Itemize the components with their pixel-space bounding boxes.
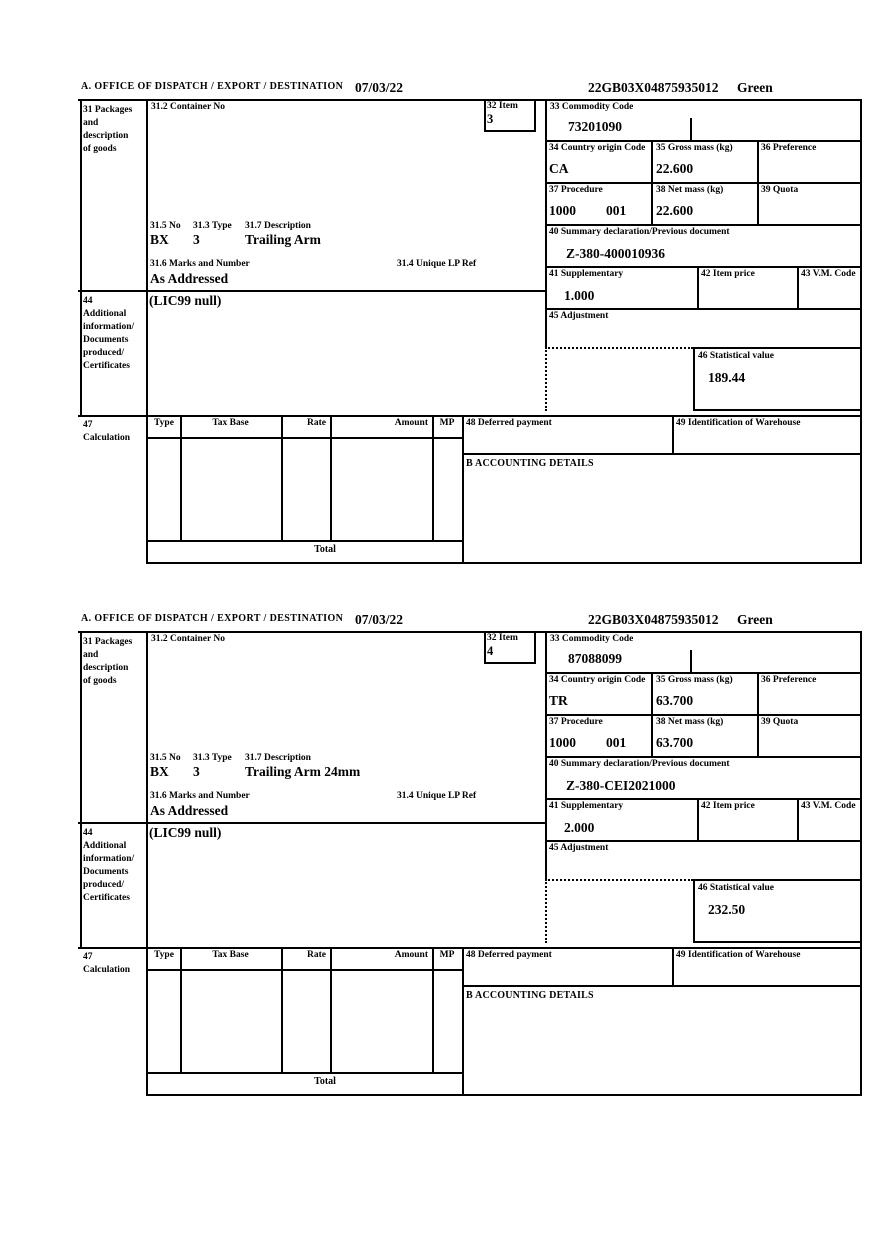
box32-right-line (534, 631, 536, 662)
calc-col-amount-header: Amount (394, 418, 428, 428)
procedure-ext-value: 001 (606, 203, 627, 218)
label-column-divider-line (146, 631, 148, 1096)
calc-header-bottom-line (148, 969, 462, 971)
movement-reference-number: 22GB03X04875935012 (588, 80, 719, 95)
supplementary-label: 41 Supplementary (549, 269, 624, 279)
routing-status: Green (737, 80, 773, 95)
statistical-value: 189.44 (708, 370, 746, 385)
container-no-label: 31.2 Container No (151, 102, 225, 112)
col35-36-divider-line (757, 672, 759, 756)
adjustment-label: 45 Adjustment (549, 843, 609, 853)
box40-bottom-line (545, 798, 862, 800)
warehouse-id-label: 49 Identification of Warehouse (676, 418, 801, 428)
procedure-value: 1000 (549, 203, 576, 218)
deferred-payment-label: 48 Deferred payment (466, 950, 552, 960)
calc-body-bottom-line (148, 1072, 462, 1074)
box44-additional-info-label: 44 Additional information/ Documents produced/ Certificates (83, 296, 135, 371)
calc-col-type-header: Type (154, 950, 174, 960)
statistical-value: 232.50 (708, 902, 746, 917)
row34-bottom-line (545, 714, 862, 716)
form-left-border-line (80, 631, 82, 947)
marks-number-value: As Addressed (150, 271, 229, 286)
calc-col-type-divider-line (180, 947, 182, 1072)
row37-bottom-line (545, 224, 862, 226)
gross-mass-label: 35 Gross mass (kg) (656, 143, 733, 153)
calc-col-amount-divider-line (432, 947, 434, 1072)
gross-mass-label: 35 Gross mass (kg) (656, 675, 733, 685)
box40-bottom-line (545, 266, 862, 268)
box33-bottom-line (545, 140, 862, 142)
additional-info-value: (LIC99 null) (149, 825, 222, 840)
form-right-border-line (860, 99, 862, 564)
calc-col-mp-header: MP (439, 418, 455, 428)
calc-total-label: Total (314, 544, 336, 555)
box32-right-line (534, 99, 536, 130)
calc-right-border-line (462, 947, 464, 1094)
calc-body-bottom-line (148, 540, 462, 542)
commodity-code-tick-line (690, 650, 692, 672)
box31-packages-label: 31 Packages and description of goods (83, 105, 133, 154)
deferred-payment-label: 48 Deferred payment (466, 418, 552, 428)
previous-document-value: Z-380-400010936 (566, 246, 665, 261)
marks-number-label: 31.6 Marks and Number (150, 259, 250, 269)
supplementary-value: 1.000 (564, 288, 595, 303)
box45-dotted-bottom-line (545, 879, 693, 881)
procedure-value: 1000 (549, 735, 576, 750)
commodity-code-value: 87088099 (568, 651, 622, 666)
quota-label: 39 Quota (761, 185, 799, 195)
package-no-value: BX (150, 764, 169, 779)
declaration-item-section-2 (78, 610, 864, 1102)
calc-col-taxbase-divider-line (281, 947, 283, 1072)
col34-35-divider-line (651, 140, 653, 224)
container-no-label: 31.2 Container No (151, 634, 225, 644)
procedure-ext-value: 001 (606, 735, 627, 750)
adjustment-label: 45 Adjustment (549, 311, 609, 321)
box32-left-line (484, 99, 486, 130)
accounting-details-label: B ACCOUNTING DETAILS (466, 990, 594, 1001)
accounting-details-label: B ACCOUNTING DETAILS (466, 458, 594, 469)
box46-left-line (693, 879, 695, 941)
col35-36-divider-line (757, 140, 759, 224)
goods-description-label: 31.7 Description (245, 753, 311, 763)
goods-description-value: Trailing Arm 24mm (245, 764, 361, 779)
right-column-left-border-line (545, 99, 547, 347)
commodity-code-label: 33 Commodity Code (550, 102, 634, 112)
row41-bottom-line (545, 840, 862, 842)
form-left-border-line (80, 99, 82, 415)
calc-header-bottom-line (148, 437, 462, 439)
box31-packages-label: 31 Packages and description of goods (83, 637, 133, 686)
col42-43-divider-line (797, 798, 799, 840)
box32-bottom-line (484, 130, 536, 132)
country-origin-label: 34 Country origin Code (549, 143, 646, 153)
box46-bottom-line (693, 409, 862, 411)
form-top-border-line (78, 631, 862, 633)
country-origin-value: CA (549, 161, 569, 176)
net-mass-label: 38 Net mass (kg) (656, 717, 724, 727)
marks-number-label: 31.6 Marks and Number (150, 791, 250, 801)
office-of-dispatch-label: A. OFFICE OF DISPATCH / EXPORT / DESTINATION (81, 81, 344, 92)
statistical-value-label: 46 Statistical value (698, 883, 774, 893)
dotted-left-border-line (545, 879, 547, 943)
net-mass-value: 22.600 (656, 203, 694, 218)
country-origin-value: TR (549, 693, 568, 708)
country-origin-label: 34 Country origin Code (549, 675, 646, 685)
marks-number-value: As Addressed (150, 803, 229, 818)
calc-col-rate-divider-line (330, 415, 332, 540)
box44-top-line (78, 822, 545, 824)
section-bottom-border-line (148, 1094, 862, 1096)
calc-col-mp-header: MP (439, 950, 455, 960)
calc-col-amount-header: Amount (394, 950, 428, 960)
net-mass-label: 38 Net mass (kg) (656, 185, 724, 195)
calc-col-type-divider-line (180, 415, 182, 540)
declaration-date: 07/03/22 (355, 80, 404, 95)
package-no-label: 31.5 No (150, 753, 181, 763)
calc-col-taxbase-header: Tax Base (212, 950, 249, 960)
calc-col-rate-header: Rate (307, 950, 326, 960)
form-right-border-line (860, 631, 862, 1096)
gross-mass-value: 22.600 (656, 161, 694, 176)
calc-col-amount-divider-line (432, 415, 434, 540)
box44-additional-info-label: 44 Additional information/ Documents produced/ Certificates (83, 828, 135, 903)
unique-lp-ref-label: 31.4 Unique LP Ref (397, 791, 477, 801)
box32-bottom-line (484, 662, 536, 664)
item-price-label: 42 Item price (701, 269, 755, 279)
vm-code-label: 43 V.M. Code (801, 269, 856, 279)
row48-bottom-line (462, 453, 862, 455)
col48-49-divider-line (672, 947, 674, 985)
col42-43-divider-line (797, 266, 799, 308)
box32-left-line (484, 631, 486, 662)
supplementary-value: 2.000 (564, 820, 595, 835)
calc-top-line (78, 947, 862, 949)
row37-bottom-line (545, 756, 862, 758)
item-number-label: 32 Item (487, 633, 518, 643)
office-of-dispatch-label: A. OFFICE OF DISPATCH / EXPORT / DESTINATION (81, 613, 344, 624)
commodity-code-label: 33 Commodity Code (550, 634, 634, 644)
item-price-label: 42 Item price (701, 801, 755, 811)
calc-col-rate-divider-line (330, 947, 332, 1072)
right-column-left-border-line (545, 631, 547, 879)
calc-col-rate-header: Rate (307, 418, 326, 428)
box46-left-line (693, 347, 695, 409)
col41-42-divider-line (697, 798, 699, 840)
box33-bottom-line (545, 672, 862, 674)
calc-total-label: Total (314, 1076, 336, 1087)
statistical-value-label: 46 Statistical value (698, 351, 774, 361)
commodity-code-value: 73201090 (568, 119, 622, 134)
item-number-value: 3 (487, 112, 494, 126)
form-top-border-line (78, 99, 862, 101)
previous-document-value: Z-380-CEI2021000 (566, 778, 676, 793)
previous-document-label: 40 Summary declaration/Previous document (549, 759, 730, 769)
routing-status: Green (737, 612, 773, 627)
package-type-label: 31.3 Type (193, 753, 232, 763)
row34-bottom-line (545, 182, 862, 184)
calc-col-taxbase-divider-line (281, 415, 283, 540)
goods-description-value: Trailing Arm (245, 232, 321, 247)
package-type-label: 31.3 Type (193, 221, 232, 231)
declaration-item-section-1 (78, 78, 864, 570)
row48-bottom-line (462, 985, 862, 987)
item-number-label: 32 Item (487, 101, 518, 111)
net-mass-value: 63.700 (656, 735, 694, 750)
quota-label: 39 Quota (761, 717, 799, 727)
col48-49-divider-line (672, 415, 674, 453)
procedure-label: 37 Procedure (549, 185, 603, 195)
label-column-divider-line (146, 99, 148, 564)
gross-mass-value: 63.700 (656, 693, 694, 708)
goods-description-label: 31.7 Description (245, 221, 311, 231)
box47-calculation-label: 47 Calculation (83, 420, 130, 443)
calc-top-line (78, 415, 862, 417)
box47-calculation-label: 47 Calculation (83, 952, 130, 975)
box46-bottom-line (693, 941, 862, 943)
box45-dotted-bottom-line (545, 347, 693, 349)
item-number-value: 4 (487, 644, 494, 658)
preference-label: 36 Preference (761, 675, 817, 685)
dotted-left-border-line (545, 347, 547, 411)
previous-document-label: 40 Summary declaration/Previous document (549, 227, 730, 237)
movement-reference-number: 22GB03X04875935012 (588, 612, 719, 627)
package-no-value: BX (150, 232, 169, 247)
warehouse-id-label: 49 Identification of Warehouse (676, 950, 801, 960)
box46-top-line (693, 347, 862, 349)
procedure-label: 37 Procedure (549, 717, 603, 727)
additional-info-value: (LIC99 null) (149, 293, 222, 308)
calc-col-taxbase-header: Tax Base (212, 418, 249, 428)
package-type-value: 3 (193, 764, 200, 779)
declaration-date: 07/03/22 (355, 612, 404, 627)
preference-label: 36 Preference (761, 143, 817, 153)
section-bottom-border-line (148, 562, 862, 564)
package-type-value: 3 (193, 232, 200, 247)
box46-top-line (693, 879, 862, 881)
calc-right-border-line (462, 415, 464, 562)
box44-top-line (78, 290, 545, 292)
package-no-label: 31.5 No (150, 221, 181, 231)
col41-42-divider-line (697, 266, 699, 308)
calc-col-type-header: Type (154, 418, 174, 428)
col34-35-divider-line (651, 672, 653, 756)
row41-bottom-line (545, 308, 862, 310)
vm-code-label: 43 V.M. Code (801, 801, 856, 811)
commodity-code-tick-line (690, 118, 692, 140)
supplementary-label: 41 Supplementary (549, 801, 624, 811)
unique-lp-ref-label: 31.4 Unique LP Ref (397, 259, 477, 269)
